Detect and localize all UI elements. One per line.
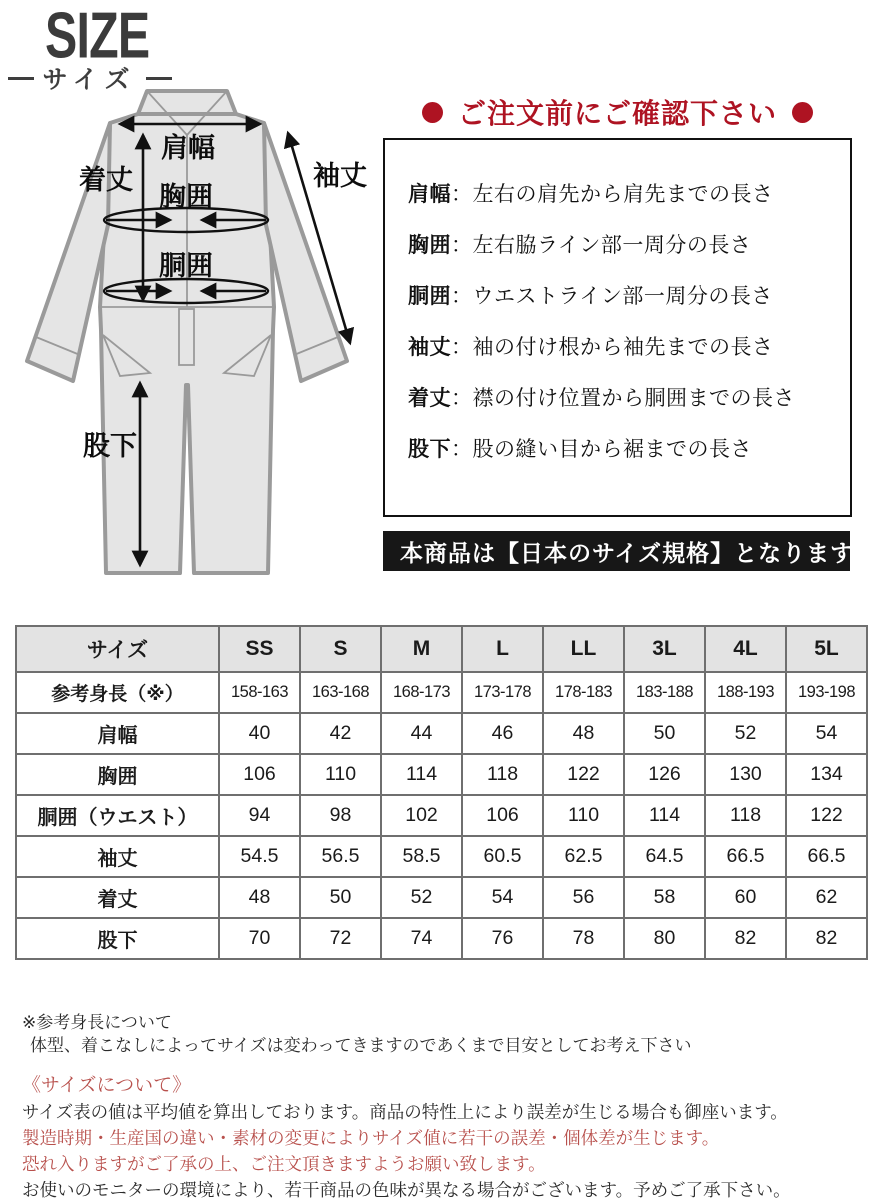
measure-desc: 左右の肩先から肩先までの長さ [472, 183, 774, 206]
footnote-lines [22, 1099, 867, 1200]
size-value-cell: 54 [462, 877, 543, 918]
measure-colon: ： [451, 387, 473, 410]
footnote-line: サイズ表の値は平均値を算出しております。商品の特性上により誤差が生じる場合も御座います。 [22, 1102, 788, 1122]
size-column-header: 3L [624, 626, 705, 672]
size-value-cell: 70 [219, 918, 300, 959]
size-value-cell: 183-188 [624, 672, 705, 713]
measure-desc: 左右脇ライン部一周分の長さ [472, 234, 752, 257]
subtitle-dash-right [146, 77, 172, 80]
size-value-cell: 82 [786, 918, 867, 959]
table-row [16, 672, 867, 713]
measure-desc: ウエストライン部一周分の長さ [472, 285, 773, 308]
size-value-cell: 46 [462, 713, 543, 754]
size-column-header: M [381, 626, 462, 672]
size-value-cell: 158-163 [219, 672, 300, 713]
notice-list [383, 138, 852, 517]
bullet-circle-icon [792, 102, 813, 123]
notice-title [383, 93, 852, 131]
size-value-cell: 42 [300, 713, 381, 754]
size-value-cell: 54 [786, 713, 867, 754]
table-row [16, 754, 867, 795]
measure-desc: 股の縫い目から裾までの長さ [472, 438, 752, 461]
measure-colon: ： [451, 234, 473, 257]
size-value-cell: 82 [705, 918, 786, 959]
size-value-cell: 178-183 [543, 672, 624, 713]
measure-term: 着丈 [408, 387, 451, 410]
size-column-header: L [462, 626, 543, 672]
measure-definition [408, 337, 850, 359]
jp-standard-banner: 本商品は【日本のサイズ規格】となります [383, 531, 850, 571]
size-value-cell: 168-173 [381, 672, 462, 713]
measure-term: 胴囲 [408, 285, 451, 308]
size-value-cell: 56 [543, 877, 624, 918]
row-label: 胸囲 [16, 754, 219, 795]
measure-term: 股下 [408, 438, 451, 461]
size-value-cell: 173-178 [462, 672, 543, 713]
table-row [16, 836, 867, 877]
size-value-cell: 110 [300, 754, 381, 795]
size-value-cell: 48 [543, 713, 624, 754]
size-value-cell: 114 [381, 754, 462, 795]
size-value-cell: 58.5 [381, 836, 462, 877]
measure-colon: ： [451, 285, 473, 308]
size-value-cell: 66.5 [705, 836, 786, 877]
size-table [15, 625, 868, 960]
label-sleeve-length: 袖丈 [313, 161, 367, 191]
size-column-header: S [300, 626, 381, 672]
size-value-cell: 60 [705, 877, 786, 918]
size-value-cell: 134 [786, 754, 867, 795]
size-column-header: 5L [786, 626, 867, 672]
row-label: 参考身長（※） [16, 672, 219, 713]
footnote-line: 製造時期・生産国の違い・素材の変更によりサイズ値に若干の誤差・個体差が生じます。 [22, 1128, 720, 1148]
size-value-cell: 60.5 [462, 836, 543, 877]
size-value-cell: 78 [543, 918, 624, 959]
table-row [16, 713, 867, 754]
size-value-cell: 58 [624, 877, 705, 918]
size-value-cell: 72 [300, 918, 381, 959]
page-title: SIZE [45, 0, 150, 73]
size-value-cell: 76 [462, 918, 543, 959]
size-value-cell: 50 [300, 877, 381, 918]
measure-definition [408, 439, 850, 461]
size-value-cell: 94 [219, 795, 300, 836]
label-chest-girth: 胸囲 [159, 182, 213, 212]
size-value-cell: 52 [705, 713, 786, 754]
footnotes [22, 1012, 867, 1200]
size-column-header: SS [219, 626, 300, 672]
size-value-cell: 110 [543, 795, 624, 836]
page-subtitle-label: サイズ [42, 66, 137, 94]
size-value-cell: 98 [300, 795, 381, 836]
footnote-line: 恐れ入りますがご了承の上、ご注文頂きますようお願い致します。 [22, 1154, 546, 1174]
row-label: 袖丈 [16, 836, 219, 877]
size-value-cell: 106 [462, 795, 543, 836]
measure-colon: ： [451, 336, 473, 359]
label-body-length: 着丈 [79, 165, 133, 195]
size-value-cell: 40 [219, 713, 300, 754]
size-column-header: 4L [705, 626, 786, 672]
subtitle-dash-left [8, 77, 34, 80]
label-waist-girth: 胴囲 [159, 251, 213, 281]
size-value-cell: 56.5 [300, 836, 381, 877]
size-value-cell: 122 [786, 795, 867, 836]
size-value-cell: 118 [462, 754, 543, 795]
size-value-cell: 50 [624, 713, 705, 754]
size-value-cell: 122 [543, 754, 624, 795]
table-row [16, 795, 867, 836]
size-value-cell: 62.5 [543, 836, 624, 877]
measure-definition [408, 235, 850, 257]
measure-desc: 袖の付け根から袖先までの長さ [472, 336, 774, 359]
size-value-cell: 188-193 [705, 672, 786, 713]
row-label: 肩幅 [16, 713, 219, 754]
size-value-cell: 74 [381, 918, 462, 959]
measure-desc: 襟の付け位置から胴囲までの長さ [472, 387, 795, 410]
size-column-header: LL [543, 626, 624, 672]
size-value-cell: 126 [624, 754, 705, 795]
measure-definition [408, 388, 850, 410]
table-corner-header: サイズ [16, 626, 219, 672]
measure-term: 袖丈 [408, 336, 451, 359]
footnote-about-title: 《サイズについて》 [22, 1075, 192, 1096]
size-value-cell: 114 [624, 795, 705, 836]
size-value-cell: 130 [705, 754, 786, 795]
size-value-cell: 106 [219, 754, 300, 795]
measure-term: 肩幅 [408, 183, 451, 206]
size-value-cell: 193-198 [786, 672, 867, 713]
size-value-cell: 62 [786, 877, 867, 918]
size-value-cell: 66.5 [786, 836, 867, 877]
size-value-cell: 80 [624, 918, 705, 959]
measure-term: 胸囲 [408, 234, 451, 257]
table-row [16, 877, 867, 918]
row-label: 着丈 [16, 877, 219, 918]
row-label: 股下 [16, 918, 219, 959]
measure-definition [408, 184, 850, 206]
size-value-cell: 102 [381, 795, 462, 836]
size-value-cell: 52 [381, 877, 462, 918]
measure-definition [408, 286, 850, 308]
measure-colon: ： [451, 183, 473, 206]
coverall-measurement-diagram [10, 85, 390, 605]
size-value-cell: 64.5 [624, 836, 705, 877]
footnote-line: お使いのモニターの環境により、若干商品の色味が異なる場合がございます。予めご了承下さい。 [22, 1180, 791, 1200]
size-value-cell: 44 [381, 713, 462, 754]
footnote-ref-body: 体型、着こなしによってサイズは変わってきますのであくまで目安としてお考え下さい [30, 1036, 692, 1055]
footnote-ref-title: ※参考身長について [22, 1013, 172, 1032]
notice-title-text: ご注文前にご確認下さい [457, 98, 777, 129]
bullet-circle-icon [422, 102, 443, 123]
label-shoulder-width: 肩幅 [161, 133, 215, 163]
size-value-cell: 54.5 [219, 836, 300, 877]
size-value-cell: 163-168 [300, 672, 381, 713]
row-label: 胴囲（ウエスト） [16, 795, 219, 836]
label-inseam: 股下 [83, 431, 137, 461]
measure-colon: ： [451, 438, 473, 461]
size-value-cell: 118 [705, 795, 786, 836]
table-row [16, 918, 867, 959]
size-value-cell: 48 [219, 877, 300, 918]
